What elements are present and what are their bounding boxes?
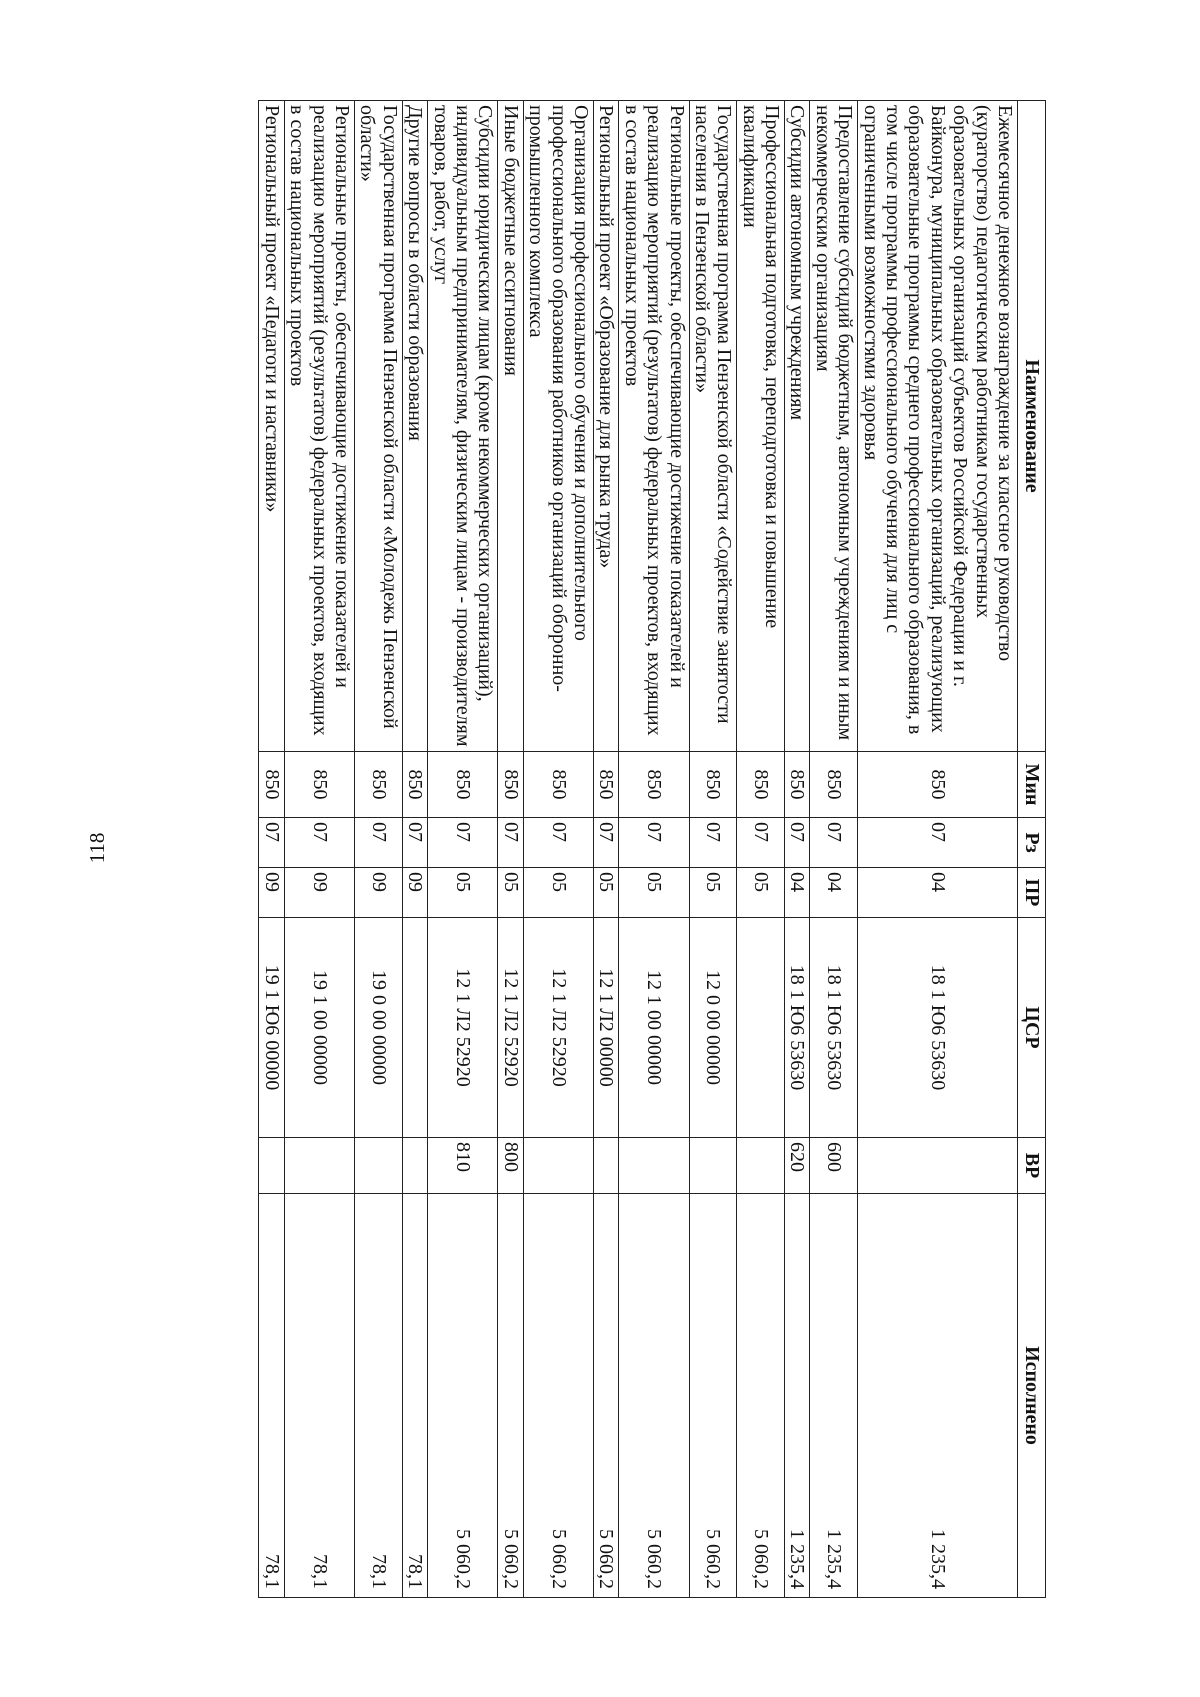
row-name: Субсидии юридическим лицам (кроме некоммерческих организаций), индивидуальным предпринимателям, физическим лицам - производителям товаров, работ, услуг: [428, 101, 498, 752]
header-rz: Рз: [1018, 818, 1046, 868]
row-pr: 05: [593, 868, 618, 918]
header-pr: ПР: [1018, 868, 1046, 918]
table-row: [498, 101, 523, 1598]
table-row: [523, 101, 593, 1598]
row-name: Ежемесячное денежное вознаграждение за классное руководство (кураторство) педагогическим работникам государственных образовательных организаций субъектов Российской Федерации и г. Байконура, муниципальных образовательных организаций, реализующих образовательные программы среднего профессионального образования, в том числе программы профессионального обучения для лиц с ограниченными возможностями здоровья: [858, 101, 1018, 752]
row-min: 850: [689, 752, 737, 818]
row-csr: 12 0 00 00000: [689, 918, 737, 1138]
row-amount: 5 060,2: [619, 1194, 689, 1598]
row-rz: 07: [523, 818, 593, 868]
row-rz: 07: [355, 818, 403, 868]
row-vr: [284, 1138, 354, 1194]
row-csr: 12 1 Л2 52920: [523, 918, 593, 1138]
row-min: 850: [619, 752, 689, 818]
row-csr: [737, 918, 785, 1138]
row-rz: 07: [284, 818, 354, 868]
row-pr: 09: [284, 868, 354, 918]
row-vr: [858, 1138, 1018, 1194]
row-csr: 18 1 Ю6 53630: [785, 918, 810, 1138]
row-vr: 600: [810, 1138, 858, 1194]
table-row: [619, 101, 689, 1598]
rotated-table-container: [146, 100, 1046, 1597]
table-row: [810, 101, 858, 1598]
row-amount: 1 235,4: [810, 1194, 858, 1598]
row-name: Другие вопросы в области образования: [402, 101, 427, 752]
row-pr: 09: [402, 868, 427, 918]
row-min: 850: [858, 752, 1018, 818]
row-amount: 78,1: [355, 1194, 403, 1598]
row-rz: 07: [402, 818, 427, 868]
row-vr: [737, 1138, 785, 1194]
row-csr: 19 0 00 00000: [355, 918, 403, 1138]
row-vr: 810: [428, 1138, 498, 1194]
table-row: [355, 101, 403, 1598]
row-min: 850: [428, 752, 498, 818]
row-vr: [689, 1138, 737, 1194]
row-rz: 07: [785, 818, 810, 868]
row-amount: 5 060,2: [523, 1194, 593, 1598]
row-pr: 05: [619, 868, 689, 918]
budget-table: [259, 100, 1047, 1598]
row-vr: [355, 1138, 403, 1194]
row-pr: 05: [689, 868, 737, 918]
row-vr: [593, 1138, 618, 1194]
row-pr: 05: [428, 868, 498, 918]
row-min: 850: [785, 752, 810, 818]
row-pr: 05: [523, 868, 593, 918]
row-csr: 18 1 Ю6 53630: [858, 918, 1018, 1138]
row-amount: 78,1: [259, 1194, 284, 1598]
row-pr: 09: [355, 868, 403, 918]
row-name: Государственная программа Пензенской области «Молодежь Пензенской области»: [355, 101, 403, 752]
row-amount: 5 060,2: [593, 1194, 618, 1598]
table-row: [593, 101, 618, 1598]
table-row: [689, 101, 737, 1598]
row-min: 850: [355, 752, 403, 818]
table-row: [259, 101, 284, 1598]
row-csr: 12 1 Л2 00000: [593, 918, 618, 1138]
row-rz: 07: [737, 818, 785, 868]
row-csr: 12 1 Л2 52920: [428, 918, 498, 1138]
row-name: Иные бюджетные ассигнования: [498, 101, 523, 752]
row-min: 850: [498, 752, 523, 818]
table-row: [785, 101, 810, 1598]
row-vr: 620: [785, 1138, 810, 1194]
table-row: [402, 101, 427, 1598]
row-vr: [523, 1138, 593, 1194]
header-amount: Исполнено: [1018, 1194, 1046, 1598]
row-rz: 07: [810, 818, 858, 868]
row-min: 850: [284, 752, 354, 818]
row-name: Предоставление субсидий бюджетным, автономным учреждениям и иным некоммерческим организациям: [810, 101, 858, 752]
row-pr: 05: [737, 868, 785, 918]
row-name: Субсидии автономным учреждениям: [785, 101, 810, 752]
row-amount: 78,1: [284, 1194, 354, 1598]
row-min: 850: [593, 752, 618, 818]
row-rz: 07: [498, 818, 523, 868]
row-vr: [259, 1138, 284, 1194]
row-csr: 12 1 00 00000: [619, 918, 689, 1138]
row-rz: 07: [593, 818, 618, 868]
page-number: 118: [85, 832, 109, 864]
row-pr: 04: [785, 868, 810, 918]
row-rz: 07: [259, 818, 284, 868]
row-min: 850: [402, 752, 427, 818]
row-amount: 5 060,2: [428, 1194, 498, 1598]
row-pr: 04: [858, 868, 1018, 918]
header-min: Мин: [1018, 752, 1046, 818]
row-min: 850: [810, 752, 858, 818]
header-name: Наименование: [1018, 101, 1046, 752]
row-vr: [619, 1138, 689, 1194]
row-csr: 19 1 Ю6 00000: [259, 918, 284, 1138]
header-vr: ВР: [1018, 1138, 1046, 1194]
row-pr: 09: [259, 868, 284, 918]
table-row: [737, 101, 785, 1598]
row-name: Региональные проекты, обеспечивающие достижение показателей и реализацию мероприятий (результатов) федеральных проектов, входящих в состав национальных проектов: [284, 101, 354, 752]
row-min: 850: [737, 752, 785, 818]
row-csr: 19 1 00 00000: [284, 918, 354, 1138]
row-vr: [402, 1138, 427, 1194]
row-rz: 07: [428, 818, 498, 868]
row-csr: 18 1 Ю6 53630: [810, 918, 858, 1138]
row-name: Региональные проекты, обеспечивающие достижение показателей и реализацию мероприятий (результатов) федеральных проектов, входящих в состав национальных проектов: [619, 101, 689, 752]
row-vr: 800: [498, 1138, 523, 1194]
row-name: Профессиональная подготовка, переподготовка и повышение квалификации: [737, 101, 785, 752]
row-amount: 5 060,2: [737, 1194, 785, 1598]
row-rz: 07: [858, 818, 1018, 868]
header-csr: ЦСР: [1018, 918, 1046, 1138]
row-amount: 1 235,4: [785, 1194, 810, 1598]
row-min: 850: [259, 752, 284, 818]
row-name: Государственная программа Пензенской области «Содействие занятости населения в Пензенской области»: [689, 101, 737, 752]
row-csr: [402, 918, 427, 1138]
row-amount: 5 060,2: [498, 1194, 523, 1598]
table-row: [858, 101, 1018, 1598]
row-csr: 12 1 Л2 52920: [498, 918, 523, 1138]
row-pr: 04: [810, 868, 858, 918]
row-amount: 5 060,2: [689, 1194, 737, 1598]
row-min: 850: [523, 752, 593, 818]
row-pr: 05: [498, 868, 523, 918]
row-amount: 78,1: [402, 1194, 427, 1598]
table-row: [284, 101, 354, 1598]
row-name: Региональный проект «Педагоги и наставники»: [259, 101, 284, 752]
row-name: Организация профессионального обучения и дополнительного профессионального образования работников организаций оборонно-промышленного комплекса: [523, 101, 593, 752]
table-row: [428, 101, 498, 1598]
row-amount: 1 235,4: [858, 1194, 1018, 1598]
row-rz: 07: [689, 818, 737, 868]
table-header-row: [1018, 101, 1046, 1598]
row-rz: 07: [619, 818, 689, 868]
row-name: Региональный проект «Образование для рынка труда»: [593, 101, 618, 752]
